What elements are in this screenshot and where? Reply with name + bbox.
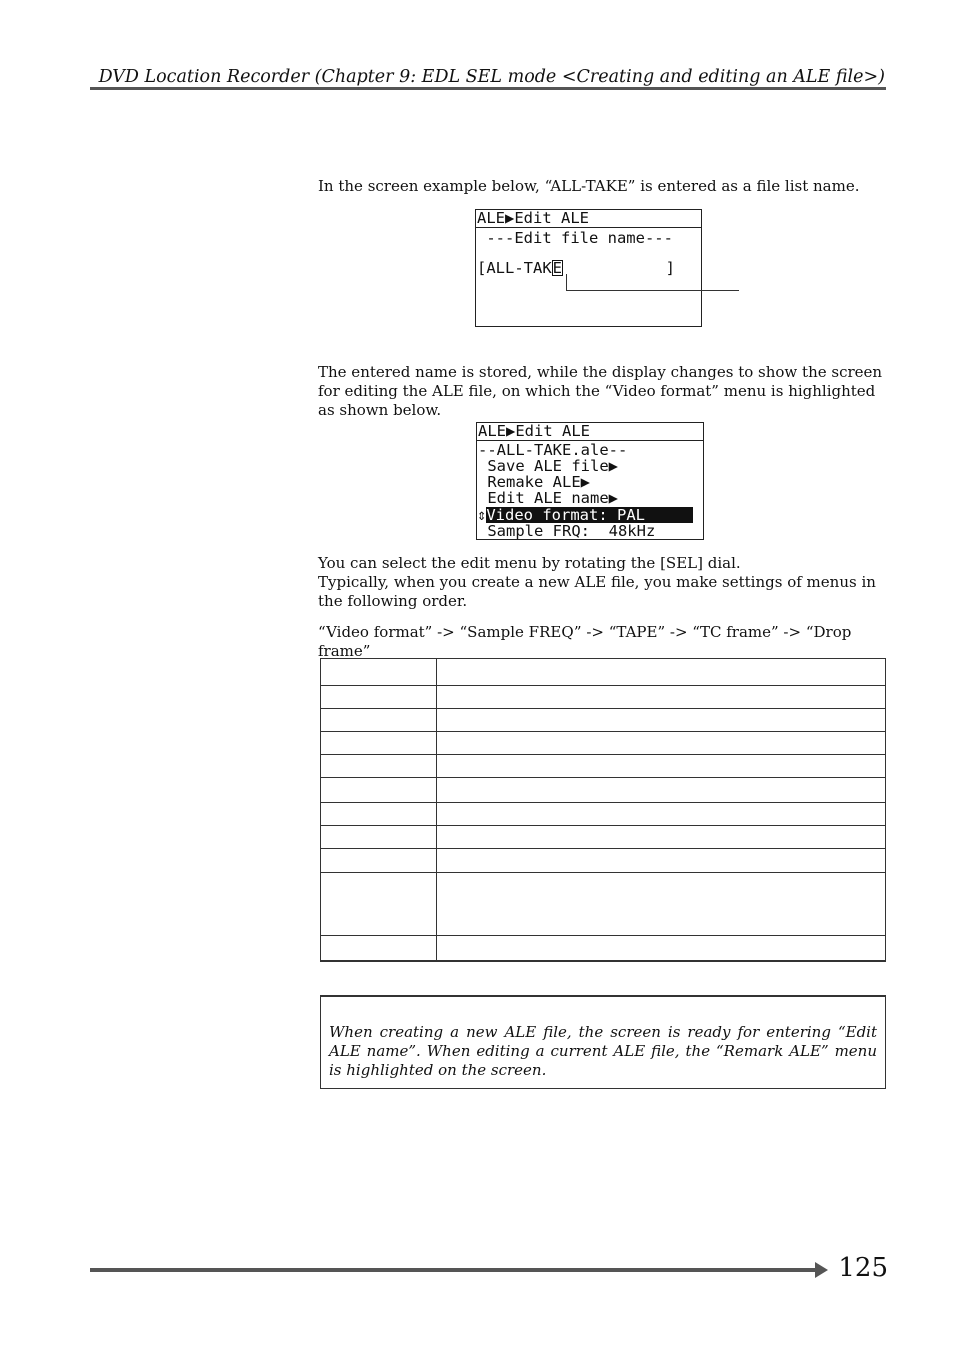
table-cell [437, 803, 886, 826]
table-cell [437, 936, 886, 961]
table-cell [437, 686, 886, 709]
lcd-menu-edit-ale-name: Edit ALE name▶ [478, 489, 618, 507]
table-cell [321, 803, 437, 826]
lcd-heading-line: ---Edit file name--- [477, 229, 673, 247]
typically-paragraph: Typically, when you create a new ALE file, you make settings of menus in the following order. [318, 573, 876, 610]
select-paragraph: You can select the edit menu by rotating the [SEL] dial. [318, 554, 741, 572]
table-row [321, 755, 886, 778]
note-box [320, 995, 886, 1089]
table-cell [437, 659, 886, 686]
table-row [321, 803, 886, 826]
lcd-file-name-line: --ALL-TAKE.ale-- [478, 441, 628, 459]
header-rule [90, 87, 886, 90]
table-cell [437, 849, 886, 873]
footer-rule [90, 1268, 815, 1272]
table-cell [437, 755, 886, 778]
lcd-menu-sample-frq: Sample FRQ: 48kHz [478, 522, 656, 540]
stored-paragraph: The entered name is stored, while the display changes to show the screen for editing the ALE file, on which the “Video format” menu is highlighted as shown below. [318, 363, 883, 419]
lcd-name-text: [ALL-TAK [477, 259, 552, 277]
table-cell [321, 709, 437, 732]
table-cell [321, 873, 437, 936]
lcd-menu-save-ale-file: Save ALE file▶ [478, 457, 618, 475]
page-number: 125 [838, 1253, 888, 1283]
table-cell [321, 732, 437, 755]
table-cell [321, 755, 437, 778]
table-row [321, 826, 886, 849]
lcd-menu-remake-ale: Remake ALE▶ [478, 473, 590, 491]
cursor-callout-line [566, 274, 739, 291]
table-row [321, 732, 886, 755]
table-cell [321, 659, 437, 686]
table-row [321, 873, 886, 936]
table-row [321, 936, 886, 961]
lcd-title-line: ALE▶Edit ALE [478, 422, 590, 440]
table-row [321, 849, 886, 873]
table-cell [321, 826, 437, 849]
page-header-title: DVD Location Recorder (Chapter 9: EDL SEL mode <Creating and editing an ALE file>) [98, 67, 885, 87]
table-cell [437, 709, 886, 732]
settings-table [320, 658, 886, 962]
table-row [321, 686, 886, 709]
lcd-title-line: ALE▶Edit ALE [477, 209, 589, 227]
intro-paragraph: In the screen example below, “ALL-TAKE” is entered as a file list name. [318, 177, 860, 195]
table-cell [437, 873, 886, 936]
table-cell [437, 778, 886, 803]
footer-arrow-icon [815, 1262, 828, 1278]
table-row [321, 659, 886, 686]
table-cell [437, 732, 886, 755]
table-cell [321, 849, 437, 873]
lcd-separator [476, 227, 701, 228]
lcd-edit-file-name-screen [475, 209, 702, 327]
table-row [321, 778, 886, 803]
lcd-text-cursor: E [552, 259, 562, 277]
menu-order-paragraph: “Video format” -> “Sample FREQ” -> “TAPE” -> “TC frame” -> “Drop frame” [318, 623, 852, 660]
note-text: When creating a new ALE file, the screen is ready for entering “Edit ALE name”. When editing a current ALE file, the “Remark ALE” menu is highlighted on the screen. [329, 1023, 877, 1079]
table-row [321, 709, 886, 732]
table-cell [321, 778, 437, 803]
table-cell [321, 686, 437, 709]
lcd-menu-video-format [477, 507, 703, 523]
lcd-highlighted-item: Video format: PAL [486, 507, 693, 523]
lcd-edit-ale-menu-screen [476, 422, 704, 540]
lcd-name-closing-bracket: ] [563, 259, 675, 277]
table-cell [321, 936, 437, 961]
table-cell [437, 826, 886, 849]
lcd-scroll-marker-icon: ⇕ [477, 506, 487, 524]
